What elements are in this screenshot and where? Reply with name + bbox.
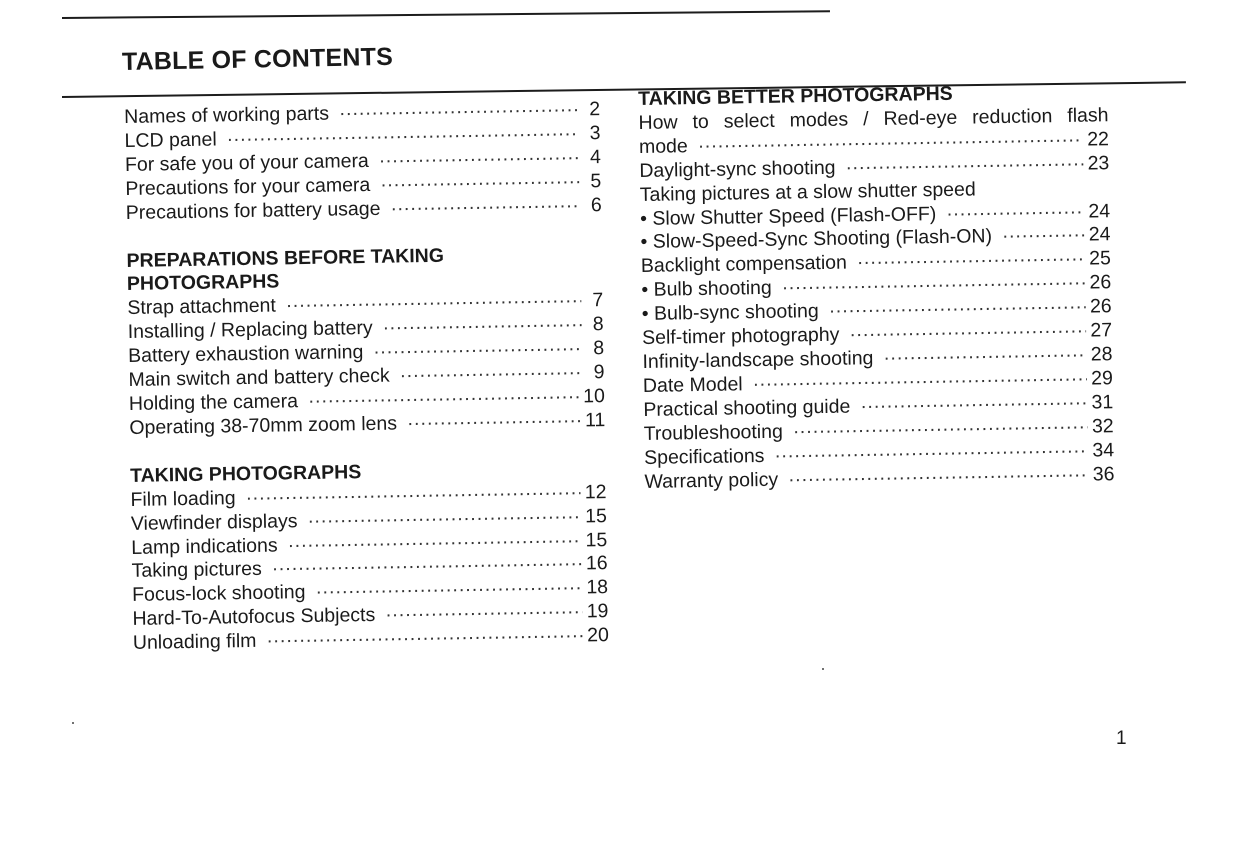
toc-leader-dots — [845, 152, 1083, 180]
toc-entry-page: 4 — [589, 145, 602, 169]
toc-entry-label: Focus-lock shooting — [131, 581, 306, 607]
toc-entry-page: 36 — [1092, 462, 1115, 486]
toc-entry-page: 18 — [586, 576, 609, 599]
toc-entry-label: Taking pictures — [131, 558, 262, 583]
toc-entry-label: Lamp indications — [131, 534, 278, 559]
toc-entry-page: 34 — [1092, 438, 1115, 462]
toc-leader-dots — [373, 338, 582, 365]
toc-entry-label: Precautions for battery usage — [125, 197, 381, 224]
toc-entry-page: 19 — [586, 600, 609, 623]
section-heading-better: TAKING BETTER PHOTOGRAPHS — [638, 82, 953, 110]
toc-entry-label: How to select modes / Red-eye reduction flash — [638, 104, 1109, 134]
toc-entry-label: Strap attachment — [127, 294, 277, 320]
toc-entry-label: • Slow-Speed-Sync Shooting (Flash-ON) — [640, 225, 993, 254]
toc-entry-page: 11 — [584, 408, 606, 432]
toc-entry-label: Viewfinder displays — [130, 509, 298, 535]
toc-leader-dots — [946, 200, 1084, 226]
toc-entry-label: Film loading — [130, 486, 236, 511]
toc-entry-label: Troubleshooting — [643, 420, 784, 445]
toc-entry-page: 8 — [592, 313, 604, 336]
page-number: 1 — [1116, 728, 1127, 749]
toc-entry-page: 20 — [586, 624, 610, 647]
toc-entry-page: 31 — [1091, 390, 1114, 414]
toc-entry-page: 10 — [582, 385, 606, 408]
toc-leader-dots — [385, 601, 583, 628]
toc-entry-label: Holding the camera — [128, 390, 299, 415]
toc-leader-dots — [266, 625, 583, 654]
toc-left-column — [124, 98, 609, 680]
scan-speck — [822, 668, 824, 670]
toc-leader-dots — [407, 409, 581, 436]
toc-entry-label: • Slow Shutter Speed (Flash-OFF) — [639, 202, 937, 230]
toc-entry-page: 23 — [1087, 151, 1110, 175]
toc-entry-page: 26 — [1089, 271, 1112, 294]
toc-entry-page: 24 — [1088, 199, 1111, 223]
toc-entry-page: 2 — [589, 98, 601, 121]
toc-entry-page: 27 — [1090, 319, 1113, 342]
toc-entry-page: 25 — [1089, 247, 1112, 270]
toc-leader-dots — [383, 314, 582, 341]
toc-entry-page: 9 — [593, 361, 605, 384]
toc-entry-label: Operating 38-70mm zoom lens — [129, 412, 398, 439]
toc-entry-label: Precautions for your camera — [125, 173, 371, 200]
toc-entry-page: 12 — [584, 480, 607, 504]
toc-entry-label: Main switch and battery check — [128, 364, 390, 392]
toc-entry-label: Unloading film — [132, 630, 257, 655]
toc-entry-page: 26 — [1089, 295, 1112, 318]
toc-preparations-section — [126, 242, 605, 441]
toc-entry-page: 29 — [1090, 367, 1114, 390]
toc-intro-section — [124, 98, 602, 225]
toc-entry-page: 32 — [1091, 414, 1114, 438]
toc-leader-dots — [788, 463, 1089, 492]
toc-entry-page: 3 — [589, 122, 601, 145]
toc-entry-page: 6 — [590, 193, 602, 216]
toc-entry-label: Hard-To-Autofocus Subjects — [132, 604, 376, 631]
toc-right-column — [638, 80, 1115, 494]
toc-entry-label: Infinity-landscape shooting — [642, 347, 874, 373]
toc-leader-dots — [390, 194, 580, 221]
toc-taking-section — [130, 457, 609, 656]
toc-entry-page: 7 — [592, 289, 604, 312]
toc-entry-page: 22 — [1087, 128, 1110, 151]
toc-leader-dots — [883, 344, 1087, 371]
toc-entry-page: 15 — [585, 528, 608, 551]
toc-entry-label: Self-timer photography — [641, 323, 840, 350]
scan-speck — [72, 722, 74, 724]
toc-entry-page: 5 — [590, 169, 602, 192]
toc-entry-label: Names of working parts — [124, 102, 330, 128]
toc-entry-label: Specifications — [643, 444, 765, 469]
toc-entry-label: Daylight-sync shooting — [639, 156, 836, 182]
toc-entry-page: 24 — [1088, 223, 1111, 246]
toc-entry-label: Battery exhaustion warning — [127, 341, 364, 368]
toc-entry-label: For safe you of your camera — [124, 149, 369, 176]
toc-entry-label: Installing / Replacing battery — [127, 317, 373, 344]
toc-entry-label: Backlight compensation — [640, 251, 848, 278]
toc-entry-label: Warranty policy — [644, 468, 779, 493]
toc-entry-page: 28 — [1090, 343, 1113, 366]
top-rule — [62, 10, 830, 19]
page-title: TABLE OF CONTENTS — [121, 42, 394, 76]
toc-entry-label: • Bulb-sync shooting — [641, 300, 819, 326]
toc-entry-page: 8 — [593, 337, 605, 360]
section-heading-preparations: PREPARATIONS BEFORE TAKING PHOTOGRAPHS — [126, 244, 445, 296]
section-heading-taking: TAKING PHOTOGRAPHS — [129, 460, 362, 487]
toc-entry-label: mode — [638, 134, 688, 158]
toc-leader-dots — [380, 170, 579, 197]
toc-subheading: Taking pictures at a slow shutter speed — [639, 178, 976, 206]
toc-entry-page: 16 — [585, 552, 608, 575]
toc-leader-dots — [400, 361, 583, 388]
toc-entry-label: Practical shooting guide — [643, 395, 851, 421]
toc-leader-dots — [1002, 224, 1085, 249]
toc-entry-label: • Bulb shooting — [641, 277, 772, 302]
toc-entry-label: LCD panel — [124, 128, 217, 152]
toc-entry-label: Date Model — [642, 373, 743, 397]
toc-entry-page: 15 — [584, 504, 608, 528]
toc-leader-dots — [379, 146, 580, 173]
